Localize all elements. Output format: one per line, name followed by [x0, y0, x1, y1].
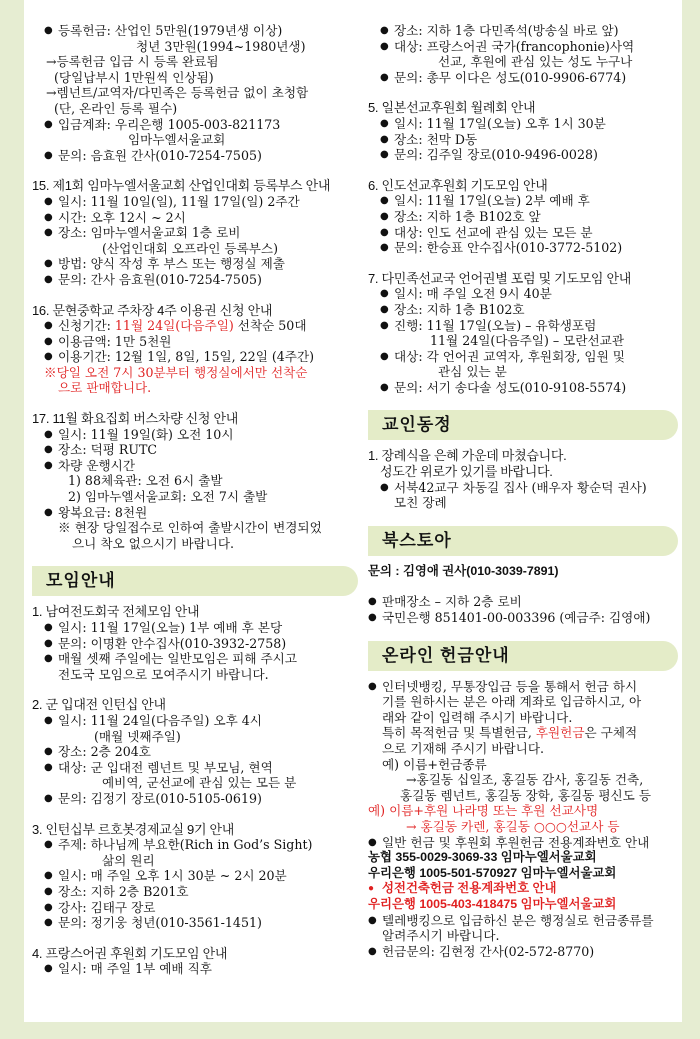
- member-news: [368, 448, 678, 510]
- bullet-item: ● 일시: 11월 19일(화) 오전 10시: [32, 427, 358, 443]
- telebanking-note-cont: 알려주시기 바랍니다.: [382, 928, 500, 944]
- meeting-2: [32, 697, 358, 806]
- continuation-line: 으니 착오 없으시기 바랍니다.: [72, 535, 234, 551]
- bullet-item: ● 장소: 임마누엘서울교회 1층 로비: [32, 225, 358, 241]
- bullet-item: ● 방법: 양식 작성 후 부스 또는 행정실 제출: [32, 256, 358, 272]
- continuation-line: (당일납부시 1만원씩 인상됨): [54, 69, 214, 85]
- bullet-item: ● 일시: 11월 17일(오늘) 오후 1시 30분: [368, 116, 678, 132]
- online-offering-example: 예) 이름+헌금종류: [382, 756, 487, 772]
- building-offering-account-title: ● 성전건축헌금 전용계좌번호 안내: [368, 881, 678, 897]
- bullet-item: ● 문의: 이명환 안수집사(010-3932-2758): [32, 636, 358, 652]
- notice-16-apply-period: ● 신청기간: 11월 24일(다음주일) 선착순 50대: [32, 318, 358, 334]
- member-news-line-2: 성도간 위로가 있기를 바랍니다.: [380, 464, 553, 480]
- bookstore-contact: 문의 : 김영애 권사(010-3039-7891): [368, 563, 559, 578]
- offering-contact: ● 헌금문의: 김현정 간사(02-572-8770): [368, 944, 678, 960]
- bookstore-account: ● 국민은행 851401-00-003396 (예금주: 김영애): [368, 610, 678, 626]
- bullet-item: ● 장소: 천막 D동: [368, 132, 678, 148]
- online-offering-intro: ● 인터넷뱅킹, 무통장입금 등을 통해서 헌금 하시 기를 원하시는 분은 아래 계좌로 입금하시고, 아 래와 같이 입력해 주시기 바랍니다. 특히 목적헌금 및 특별헌금, 후원헌금은 구체적 으로 기재해 주시기 바랍니다. 예) 이름+헌금종류 →홍길동 십일조, 홍길동 감사, 홍길동 건축, 홍길동 렘넌트, 홍길동 장학, 홍길동 평신도 등 예) 이름+후원 나라명 또는 후원 선교사명 → 홍길동 카렌, 홍길동 ○○○선교사 등: [368, 679, 678, 835]
- bullet-item: ● 주제: 하나님께 부요한(Rich in God’s Sight): [32, 837, 358, 853]
- notice-17: [32, 411, 358, 551]
- bullet-item: ● 장소: 2층 204호: [32, 744, 358, 760]
- bullet-item: ● 일시: 11월 24일(다음주일) 오후 4시: [32, 713, 358, 729]
- bullet-item: ● 문의: 정기웅 청년(010-3561-1451): [32, 915, 358, 931]
- continuation-line: (산업인대회 오프라인 등록부스): [102, 240, 278, 256]
- meeting-1: [32, 604, 358, 682]
- member-news-funeral: ● 서북42교구 차동길 집사 (배우자 황순덕 권사): [368, 480, 678, 496]
- notice-17-title: 17. 11월 화요집회 버스차량 신청 안내: [32, 411, 238, 427]
- section-header-meetings: 모임안내: [32, 566, 358, 596]
- continuation-line: 전도국 모임으로 모여주시기 바랍니다.: [58, 666, 269, 682]
- bullet-item: ● 대상: 군 입대전 렘넌트 및 부모님, 현역: [32, 760, 358, 776]
- bullet-item: ● 문의: 총무 이다은 성도(010-9906-6774): [368, 70, 678, 86]
- meeting-3-title: 3. 인턴십부 르호봇경제교실 9기 안내: [32, 821, 235, 837]
- bullet-item: ● 문의: 김주일 장로(010-9496-0028): [368, 147, 678, 163]
- nonghyup-account: 농협 355-0029-3069-33 임마누엘서울교회: [368, 850, 597, 865]
- bullet-item: ● 문의: 한승표 안수집사(010-3772-5102): [368, 240, 678, 256]
- notice-15-title: 15. 제1회 임마누엘서울교회 산업인대회 등록부스 안내: [32, 178, 331, 194]
- meeting-1-title: 1. 남여전도회국 전체모임 안내: [32, 604, 200, 620]
- general-offering-account-title: ● 일반 헌금 및 후원회 후원헌금 전용계좌번호 안내: [368, 835, 678, 851]
- meeting-7-title: 7. 다민족선교국 언어권별 포럼 및 기도모임 안내: [368, 270, 632, 286]
- continuation-line: 예비역, 군선교에 관심 있는 모든 분: [102, 775, 297, 791]
- bookstore-location: ● 판매장소 – 지하 2층 로비: [368, 594, 678, 610]
- bullet-item: ● 문의: 김정기 장로(010-5105-0619): [32, 791, 358, 807]
- notice-16-note: ※당일 오전 7시 30분부터 행정실에서만 선착순: [44, 364, 308, 380]
- continuation-line: 11월 24일(다음주일) – 모란선교관: [430, 333, 625, 349]
- notice-15: [32, 178, 358, 287]
- continuation-line: 1) 88체육관: 오전 6시 출발: [68, 473, 223, 489]
- bullet-item: ● 장소: 지하 2층 B201호: [32, 884, 358, 900]
- continuation-line: →렘넌트/교역자/다민족은 등록헌금 없이 초청함: [46, 85, 309, 101]
- meeting-3: [32, 822, 358, 931]
- bullet-item: ● 일시: 11월 17일(오늘) 2부 예배 후: [368, 193, 678, 209]
- bullet-item: ● 등록헌금: 산업인 5만원(1979년생 이상): [32, 23, 358, 39]
- continuation-line: 관심 있는 분: [438, 364, 507, 380]
- meeting-6-title: 6. 인도선교후원회 기도모임 안내: [368, 177, 548, 193]
- online-offering-special: 특히 목적헌금 및 특별헌금, 후원헌금은 구체적: [382, 725, 638, 741]
- bullet-item: ● 차량 운행시간: [32, 458, 358, 474]
- registration-fee-info: [32, 23, 358, 163]
- bullet-item: ● 시간: 오후 12시 ~ 2시: [32, 210, 358, 226]
- bullet-item: ● 대상: 프랑스어권 국가(francophonie)사역: [368, 39, 678, 55]
- member-news-line-1: 1. 장례식을 은혜 가운데 마쳤습니다.: [368, 448, 567, 464]
- meeting-7: [368, 271, 678, 396]
- bullet-item: ● 문의: 음효원 간사(010-7254-7505): [32, 148, 358, 164]
- bullet-item: ● 일시: 11월 10일(일), 11월 17일(일) 2주간: [32, 194, 358, 210]
- meeting-4-title: 4. 프랑스어권 후원회 기도모임 안내: [32, 945, 228, 961]
- woori-account: 우리은행 1005-501-570927 임마누엘서울교회: [368, 865, 617, 880]
- bullet-item: ● 진행: 11월 17일(오늘) – 유학생포럼: [368, 318, 678, 334]
- continuation-line: 선교, 후원에 관심 있는 성도 누구나: [438, 54, 633, 70]
- continuation-line: (매월 넷째주일): [94, 728, 181, 744]
- bullet-item: ● 장소: 지하 1층 B102호: [368, 302, 678, 318]
- building-offering-account: 우리은행 1005-403-418475 임마누엘서울교회: [368, 896, 617, 911]
- notice-16: [32, 303, 358, 397]
- bullet-item: ● 장소: 지하 1층 다민족석(방송실 바로 앞): [368, 23, 678, 39]
- continuation-line: 2) 임마누엘서울교회: 오전 7시 출발: [68, 489, 268, 505]
- bullet-item: ● 일시: 11월 17일(오늘) 1부 예배 후 본당: [32, 620, 358, 636]
- continuation-line: →등록헌금 입금 시 등록 완료됨: [46, 54, 219, 70]
- meeting-4: [32, 946, 358, 977]
- bullet-item: ● 대상: 인도 선교에 관심 있는 모든 분: [368, 225, 678, 241]
- bullet-item: ● 대상: 각 언어권 교역자, 후원회장, 임원 및: [368, 349, 678, 365]
- bullet-item: ● 문의: 간사 음효원(010-7254-7505): [32, 272, 358, 288]
- meeting-4-continued: [368, 23, 678, 85]
- notice-16-note-cont: 으로 판매합니다.: [58, 380, 152, 396]
- meeting-6: [368, 178, 678, 256]
- continuation-line: 임마누엘서울교회: [128, 132, 226, 148]
- meeting-5-title: 5. 일본선교후원회 월례회 안내: [368, 100, 536, 116]
- continuation-line: ※ 현장 당일접수로 인하여 출발시간이 변경되었: [58, 520, 322, 536]
- bullet-item: ● 일시: 매 주일 1부 예배 직후: [32, 961, 358, 977]
- section-header-bookstore: 북스토아: [368, 526, 678, 556]
- continuation-line: (단, 온라인 등록 필수): [54, 100, 178, 116]
- online-offering-info: [368, 679, 678, 960]
- meeting-5: [368, 100, 678, 162]
- continuation-line: 삶의 원리: [102, 852, 155, 868]
- bulletin-page: [24, 0, 682, 1022]
- bullet-item: ● 강사: 김태구 장로: [32, 900, 358, 916]
- bullet-item: ● 장소: 지하 1층 B102호 앞: [368, 209, 678, 225]
- notice-16-title: 16. 문현중학교 주차장 4주 이용권 신청 안내: [32, 302, 273, 318]
- bullet-item: ● 문의: 서기 송다솔 성도(010-9108-5574): [368, 380, 678, 396]
- left-column: [32, 0, 358, 992]
- bookstore-info: [368, 564, 678, 626]
- continuation-line: 청년 3만원(1994~1980년생): [136, 38, 306, 54]
- section-header-member-news: 교인동정: [368, 410, 678, 440]
- telebanking-note: ● 텔레뱅킹으로 입금하신 분은 행정실로 헌금종류를: [368, 913, 678, 929]
- bullet-item: ● 일시: 매 주일 오전 9시 40분: [368, 286, 678, 302]
- meeting-2-title: 2. 군 입대전 인턴십 안내: [32, 697, 166, 713]
- bullet-item: ● 매월 셋째 주일에는 일반모임은 피해 주시고: [32, 651, 358, 667]
- bullet-item: ● 왕복요금: 8천원: [32, 505, 358, 521]
- section-header-online-offering: 온라인 헌금안내: [368, 641, 678, 671]
- bullet-item: ● 일시: 매 주일 오후 1시 30분 ~ 2시 20분: [32, 868, 358, 884]
- bullet-item: ● 입금계좌: 우리은행 1005-003-821173: [32, 117, 358, 133]
- member-news-funeral-cont: 모친 장례: [394, 495, 447, 511]
- right-column: [368, 0, 678, 974]
- bullet-item: ● 장소: 덕평 RUTC: [32, 442, 358, 458]
- bullet-item: ● 이용기간: 12월 1일, 8일, 15일, 22일 (4주간): [32, 349, 358, 365]
- bullet-item: ● 이용금액: 1만 5천원: [32, 334, 358, 350]
